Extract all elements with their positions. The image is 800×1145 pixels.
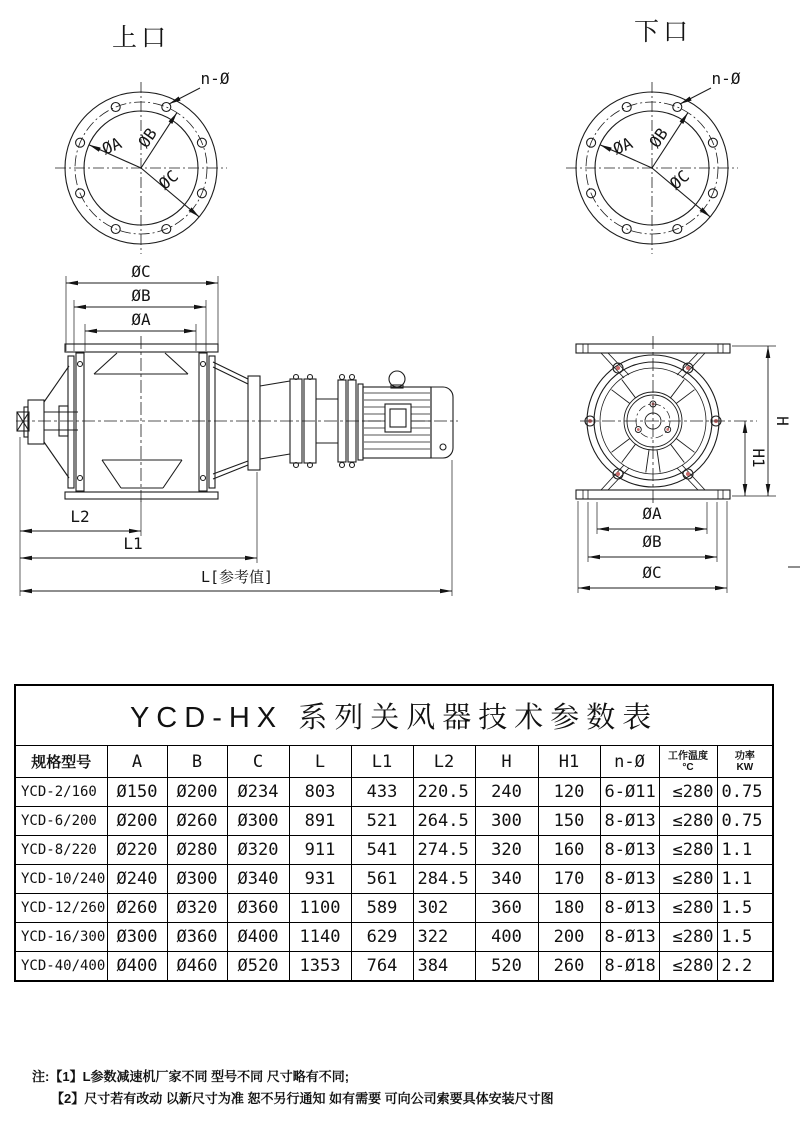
- dia-a-label: ØA: [642, 504, 662, 523]
- cell-model: YCD-10/240: [15, 865, 107, 894]
- bolt-hole-label: n-Ø: [200, 69, 230, 88]
- len-l-ref-label: L[参考值]: [200, 568, 274, 586]
- dia-b-label: ØB: [645, 124, 672, 152]
- dia-b-label: ØB: [642, 532, 662, 551]
- column-header-l: L: [289, 746, 351, 778]
- column-header-n-holes: n-Ø: [600, 746, 659, 778]
- len-l1-label: L1: [123, 534, 143, 553]
- note-label: 注:: [32, 1069, 50, 1084]
- cell-model: YCD-2/160: [15, 778, 107, 807]
- dia-b-label: ØB: [134, 124, 161, 152]
- table-row: YCD-2/160 Ø150 Ø200 Ø234 803 433 220.5 240 120 6-Ø11 ≤280 0.75: [15, 778, 773, 807]
- dia-c-label: ØC: [665, 166, 693, 194]
- end-view: [576, 336, 800, 593]
- table-row: YCD-40/400 Ø400 Ø460 Ø520 1353 764 384 520 260 8-Ø18 ≤280 2.2: [15, 952, 773, 982]
- cell-model: YCD-6/200: [15, 807, 107, 836]
- bolt-hole-leader: [680, 88, 711, 104]
- gearbox-mount-plate: [248, 376, 260, 470]
- upper-port-view: [55, 24, 230, 254]
- bolt-hole-label: n-Ø: [711, 69, 741, 88]
- bearing-end: [17, 366, 78, 478]
- bolt-hole-leader: [169, 88, 200, 104]
- cell-model: YCD-16/300: [15, 923, 107, 952]
- dia-a-label: ØA: [131, 310, 151, 329]
- table-row: YCD-12/260 Ø260 Ø320 Ø360 1100 589 302 360 180 8-Ø13 ≤280 1.5: [15, 894, 773, 923]
- cell-model: YCD-12/260: [15, 894, 107, 923]
- table-header-row: [15, 746, 773, 778]
- height-h-label: H: [773, 416, 792, 426]
- dia-c-label: ØC: [154, 166, 182, 194]
- upper-port-title: 上口: [111, 24, 171, 52]
- side-view: [16, 262, 458, 596]
- length-dimensions: [20, 437, 452, 596]
- column-header-c: C: [227, 746, 289, 778]
- outlet-funnel: [102, 460, 182, 488]
- table-row: YCD-8/220 Ø220 Ø280 Ø320 911 541 274.5 320 160 8-Ø13 ≤280 1.1: [15, 836, 773, 865]
- drive-train: [213, 362, 453, 479]
- column-header-b: B: [167, 746, 227, 778]
- column-header-model: 规格型号: [15, 746, 107, 778]
- column-header-h: H: [475, 746, 538, 778]
- table-row: YCD-6/200 Ø200 Ø260 Ø300 891 521 264.5 300 150 8-Ø13 ≤280 0.75: [15, 807, 773, 836]
- lower-port-title: 下口: [633, 18, 693, 46]
- column-header-l1: L1: [351, 746, 413, 778]
- motor-end-cap: [431, 387, 453, 458]
- dia-c-label: ØC: [642, 563, 662, 582]
- bottom-flange-plate: [65, 492, 218, 499]
- dia-a-label: ØA: [610, 133, 636, 159]
- column-header-a: A: [107, 746, 167, 778]
- note-line-2: 【2】尺寸若有改动 以新尺寸为准 恕不另行通知 如有需要 可向公司索要具体安装尺寸图: [51, 1091, 554, 1106]
- cell-model: YCD-8/220: [15, 836, 107, 865]
- len-l2-label: L2: [70, 507, 90, 526]
- dia-b-label: ØB: [131, 286, 151, 305]
- dia-c-label: ØC: [131, 262, 151, 281]
- table-row: YCD-10/240 Ø240 Ø300 Ø340 931 561 284.5 340 170 8-Ø13 ≤280 1.1: [15, 865, 773, 894]
- top-flange-plate: [65, 344, 218, 352]
- column-header-temperature: 工作温度 °C: [659, 746, 717, 778]
- table-title: YCD-HX 系列关风器技术参数表: [15, 685, 773, 746]
- note-line-1: 注:【1】L参数减速机厂家不同 型号不同 尺寸略有不同;: [32, 1069, 350, 1084]
- spec-table: [14, 684, 774, 982]
- top-dimensions: [66, 262, 218, 351]
- column-header-power: 功率 KW: [717, 746, 773, 778]
- cell-model: YCD-40/400: [15, 952, 107, 982]
- table-title-row: [15, 685, 773, 746]
- column-header-l2: L2: [413, 746, 475, 778]
- column-header-h1: H1: [538, 746, 600, 778]
- dia-a-label: ØA: [99, 133, 125, 159]
- table-row: YCD-16/300 Ø300 Ø360 Ø400 1140 629 322 400 200 8-Ø13 ≤280 1.5: [15, 923, 773, 952]
- end-view-diameters: [578, 501, 727, 593]
- junction-box: [385, 404, 411, 432]
- lower-port-view: [566, 18, 741, 254]
- height-h1-label: H1: [749, 448, 768, 468]
- footnotes: [32, 1066, 554, 1110]
- motor: [363, 371, 453, 458]
